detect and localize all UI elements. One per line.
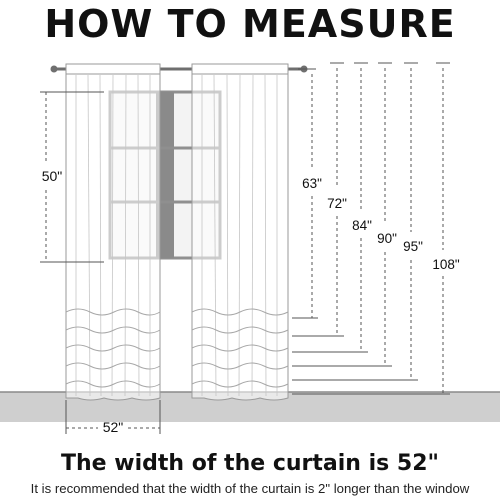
curtain-panel-left <box>66 64 160 400</box>
length-label-84: 84" <box>352 218 372 233</box>
length-label-72: 72" <box>327 196 347 211</box>
curtain-width-statement: The width of the curtain is 52" <box>61 451 439 476</box>
page-title: HOW TO MEASURE <box>44 2 456 46</box>
length-label-95: 95" <box>403 239 423 254</box>
curtain-panel-right <box>192 64 288 400</box>
recommendation-note: It is recommended that the width of the curtain is 2" longer than the window <box>30 481 470 496</box>
length-label-63: 63" <box>302 176 322 191</box>
curtain-width-label: 52" <box>102 419 124 435</box>
window-height-label: 50" <box>41 168 63 184</box>
length-label-108: 108" <box>432 257 460 272</box>
length-label-90: 90" <box>377 231 397 246</box>
